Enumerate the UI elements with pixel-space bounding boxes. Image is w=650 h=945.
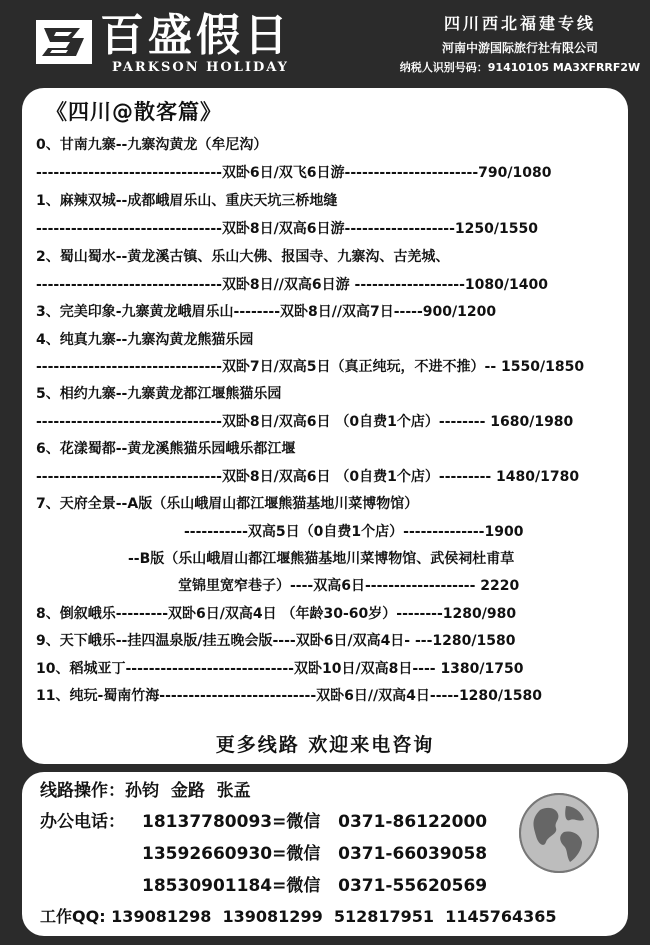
route-line: --------------------------------双卧8日/双高6日 （0自费1个店）-------- 1680/1980 — [36, 414, 574, 430]
route-line: --------------------------------双卧8日/双高6日游-------------------1250/1550 — [36, 221, 538, 237]
route-line: 9、天下峨乐--挂四温泉版/挂五晚会版----双卧6日/双高4日- ---1280/1580 — [36, 633, 516, 649]
route-line: 2、蜀山蜀水--黄龙溪古镇、乐山大佛、报国寺、九寨沟、古羌城、 — [36, 249, 450, 265]
route-line: --------------------------------双卧8日/双高6日 （0自费1个店）--------- 1480/1780 — [36, 469, 580, 485]
slogan: 四川西北福建专线 — [443, 14, 596, 33]
route-line: 6、花漾蜀都--黄龙溪熊猫乐园峨乐都江堰 — [36, 441, 296, 457]
route-line: 10、稻城亚丁-----------------------------双卧10日/双高8日---- 1380/1750 — [36, 661, 524, 677]
tax-id: 纳税人识别号码：91410105 MA3XFRRF2W — [399, 61, 641, 74]
header — [0, 0, 650, 88]
route-line: 5、相约九寨--九寨黄龙都江堰熊猫乐园 — [36, 386, 282, 402]
route-line: 3、完美印象-九寨黄龙峨眉乐山--------双卧8日//双高7日-----900/1200 — [36, 304, 497, 320]
header-info — [395, 14, 645, 78]
brand-name-en: PARKSON HOLIDAY — [112, 60, 289, 75]
route-line: --------------------------------双卧6日/双飞6日游-----------------------790/1080 — [36, 165, 552, 181]
route-line: --------------------------------双卧8日//双高6日游 -------------------1080/1400 — [36, 277, 548, 293]
route-line: --------------------------------双卧7日/双高5日（真正纯玩，不进不推）-- 1550/1850 — [36, 359, 585, 375]
phone-line[interactable]: 18530901184=微信 0371-55620569 — [142, 876, 488, 896]
brand-name-cn: 百盛假日 — [100, 10, 292, 61]
route-line: 堂锦里宽窄巷子）----双高6日------------------- 2220 — [178, 578, 520, 594]
more-routes-banner: 更多线路 欢迎来电咨询 — [215, 734, 435, 756]
agency-name: 河南中游国际旅行社有限公司 — [441, 41, 598, 55]
phone-line[interactable]: 18137780093=微信 0371-86122000 — [142, 812, 488, 832]
routes-panel — [22, 88, 628, 764]
contact-panel — [22, 772, 628, 936]
phone-line[interactable]: 13592660930=微信 0371-66039058 — [142, 844, 488, 864]
route-line: 11、纯玩-蜀南竹海---------------------------双卧6日//双高4日-----1280/1580 — [36, 688, 542, 704]
route-line: 7、天府全景--A版（乐山峨眉山都江堰熊猫基地川菜博物馆） — [36, 496, 419, 512]
route-line: --B版（乐山峨眉山都江堰熊猫基地川菜博物馆、武侯祠杜甫草 — [128, 551, 515, 567]
route-line: 1、麻辣双城--成都峨眉乐山、重庆天坑三桥地缝 — [36, 193, 338, 209]
globe-icon — [518, 792, 600, 874]
route-line: 0、甘南九寨--九寨沟黄龙（牟尼沟） — [36, 137, 268, 153]
route-line: 4、纯真九寨--九寨沟黄龙熊猫乐园 — [36, 332, 254, 348]
parkson-logo-icon — [36, 20, 92, 64]
section-title: 《四川@散客篇》 — [46, 100, 222, 124]
phone-label: 办公电话： — [40, 812, 125, 832]
route-line: 8、倒叙峨乐---------双卧6日/双高4日 （年龄30-60岁）--------1280/980 — [36, 606, 517, 622]
route-line: -----------双高5日（0自费1个店）--------------1900 — [184, 524, 524, 540]
operators: 线路操作：孙钧 金路 张孟 — [40, 781, 251, 801]
work-qq: 工作QQ: 139081298 139081299 512817951 1145764365 — [40, 907, 557, 926]
